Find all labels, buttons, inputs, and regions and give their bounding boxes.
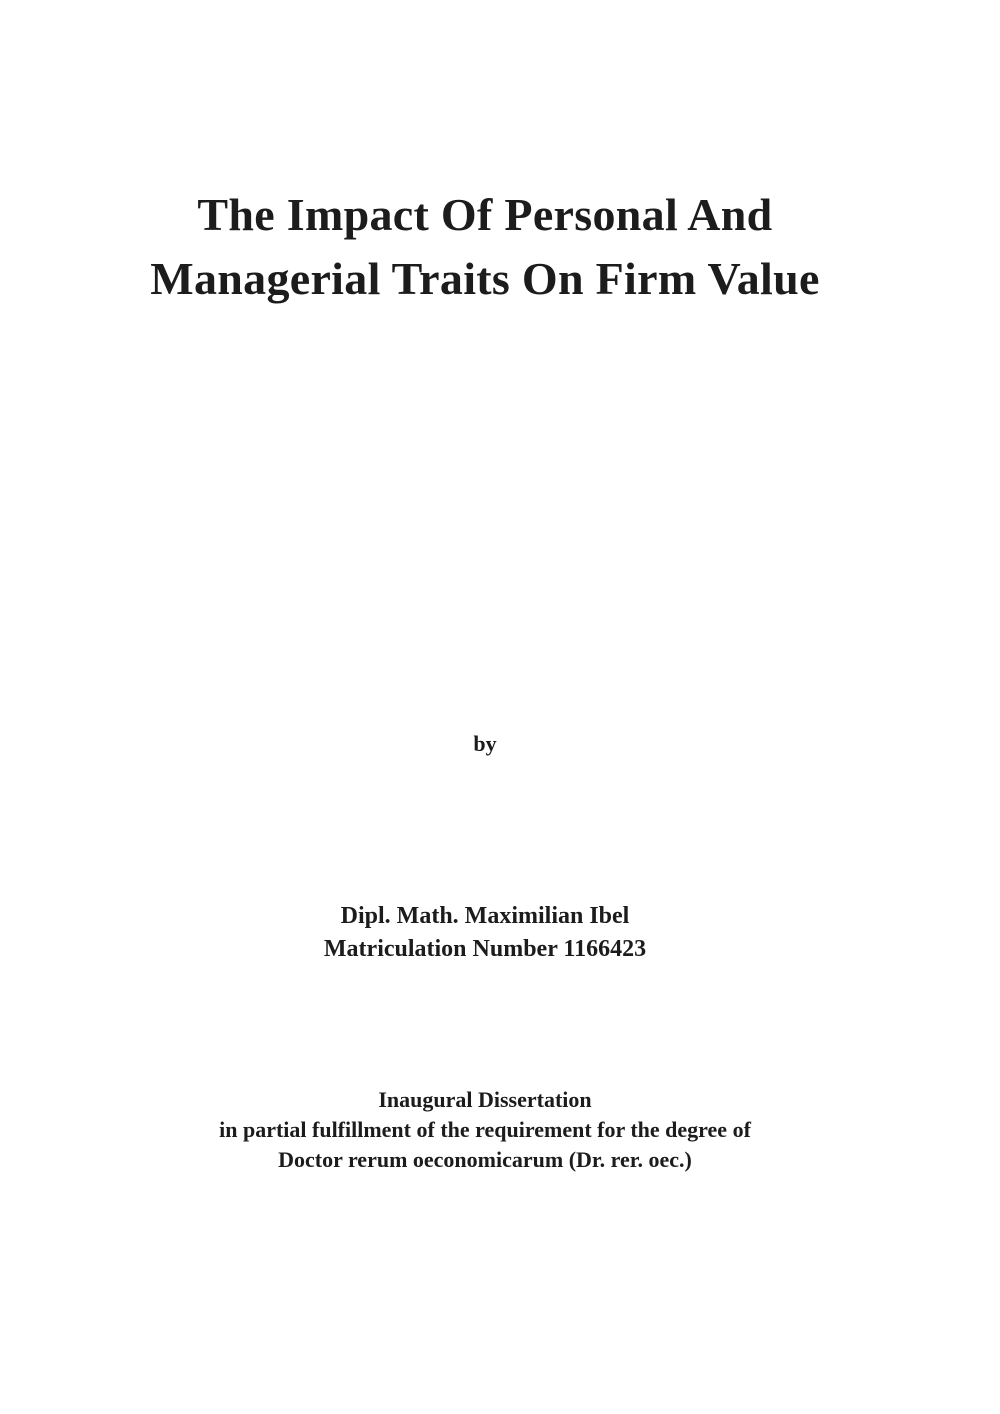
- dissertation-fulfillment: in partial fulfillment of the requirement for the degree of: [219, 1117, 751, 1142]
- title-line-1: The Impact Of Personal And: [197, 189, 773, 240]
- author-block: [0, 900, 970, 966]
- author-matriculation-number: Matriculation Number 1166423: [323, 936, 647, 962]
- author-name: Dipl. Math. Maximilian Ibel: [340, 903, 630, 929]
- title-line-2: Managerial Traits On Firm Value: [150, 253, 820, 304]
- document-title: [0, 183, 970, 311]
- byline: by: [473, 731, 497, 756]
- dissertation-statement: [0, 1085, 970, 1175]
- dissertation-degree: Doctor rerum oeconomicarum (Dr. rer. oec.): [278, 1147, 692, 1172]
- dissertation-type: Inaugural Dissertation: [378, 1087, 592, 1112]
